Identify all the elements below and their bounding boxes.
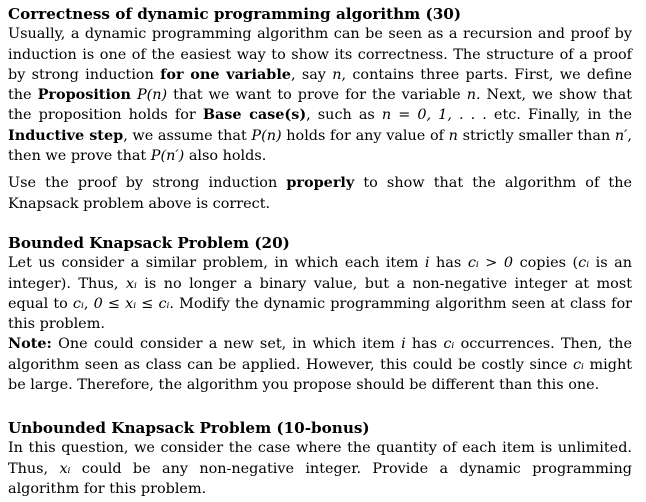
text: copies ( <box>513 255 579 272</box>
math-var: cᵢ <box>72 295 84 312</box>
bold-text: Base case(s) <box>202 106 307 124</box>
math-expr: P(n) <box>136 87 168 104</box>
text: . Modify the dynamic programming algorithm seen at class for this problem. <box>8 295 632 333</box>
section-title-correctness: Correctness of dynamic programming algorithm (30) <box>8 5 462 23</box>
text: One could consider a new set, in which item <box>51 336 402 353</box>
math-var: cᵢ <box>443 336 455 353</box>
text: to show that the algorithm of the Knapsack problem above is correct. <box>8 175 632 212</box>
paragraph-bounded-note <box>8 334 632 395</box>
math-expr: P(n′) <box>150 148 185 165</box>
math-var: cᵢ <box>572 356 584 373</box>
math-var: n <box>332 66 342 83</box>
section-title-unbounded: Unbounded Knapsack Problem (10-bonus) <box>8 419 370 437</box>
text: . Next, we show that the proposition holds for <box>8 87 632 124</box>
text: , then we prove that <box>8 127 632 165</box>
text: Use the proof by strong induction <box>8 175 287 192</box>
math-var: cᵢ <box>578 255 590 272</box>
math-expr: cᵢ > 0 <box>467 255 514 272</box>
text: Usually, a dynamic programming algorithm can be seen as a recursion and proof by induction is one of the easiest way to show its correctness. The structure of a proof by strong induction <box>8 26 632 83</box>
text: , contains three parts. First, we define the <box>8 66 632 104</box>
text: has <box>405 336 444 353</box>
text: that we want to prove for the variable <box>167 87 467 104</box>
text: Let us consider a similar problem, in which each item <box>8 255 425 272</box>
math-var: xᵢ <box>59 460 71 477</box>
text: , such as <box>306 107 382 124</box>
text: is no longer a binary value, but a non-negative integer at most equal to <box>8 275 632 312</box>
text: has <box>429 255 468 272</box>
note-label: Note: <box>8 335 52 353</box>
bold-text: for one variable <box>160 65 291 83</box>
text: also holds. <box>184 148 267 165</box>
bold-text: Proposition <box>37 86 131 104</box>
text: occurrences. Then, the algorithm seen as class can be applied. However, this could be costly since <box>8 336 632 373</box>
paragraph-unbounded-description <box>8 438 632 499</box>
math-var: i <box>401 336 406 353</box>
section-correctness <box>8 4 632 214</box>
section-unbounded-knapsack <box>8 418 632 499</box>
text: In this question, we consider the case where the quantity of each item is unlimited. Thus, <box>8 440 632 477</box>
math-var: i <box>424 255 430 272</box>
text: strictly smaller than <box>457 127 615 144</box>
text: , <box>83 295 94 312</box>
text: could be any non-negative integer. Provide a dynamic programming algorithm for this problem. <box>8 460 633 497</box>
math-var: n′ <box>614 127 628 144</box>
bold-text: Inductive step <box>8 126 124 144</box>
math-var: n <box>448 127 458 144</box>
math-expr: P(n) <box>251 127 282 144</box>
section-title-bounded: Bounded Knapsack Problem (20) <box>8 234 290 252</box>
text: etc. Finally, in the <box>486 107 632 124</box>
section-bounded-knapsack <box>8 233 632 395</box>
paragraph-bounded-description <box>8 253 632 334</box>
math-expr: 0 ≤ xᵢ ≤ cᵢ <box>93 295 170 312</box>
math-expr: n = 0, 1, . . . <box>381 107 487 124</box>
paragraph-task-correctness <box>8 173 632 214</box>
paragraph-strong-induction <box>8 24 632 166</box>
text: is an integer). Thus, <box>8 255 633 292</box>
text: , we assume that <box>123 127 252 144</box>
math-var: xᵢ <box>125 275 137 292</box>
math-var: n <box>466 87 476 104</box>
bold-text: properly <box>286 174 355 192</box>
text: might be large. Therefore, the algorithm you propose should be different than this one. <box>8 356 632 394</box>
text: , say <box>290 66 333 83</box>
text: holds for any value of <box>281 127 449 144</box>
